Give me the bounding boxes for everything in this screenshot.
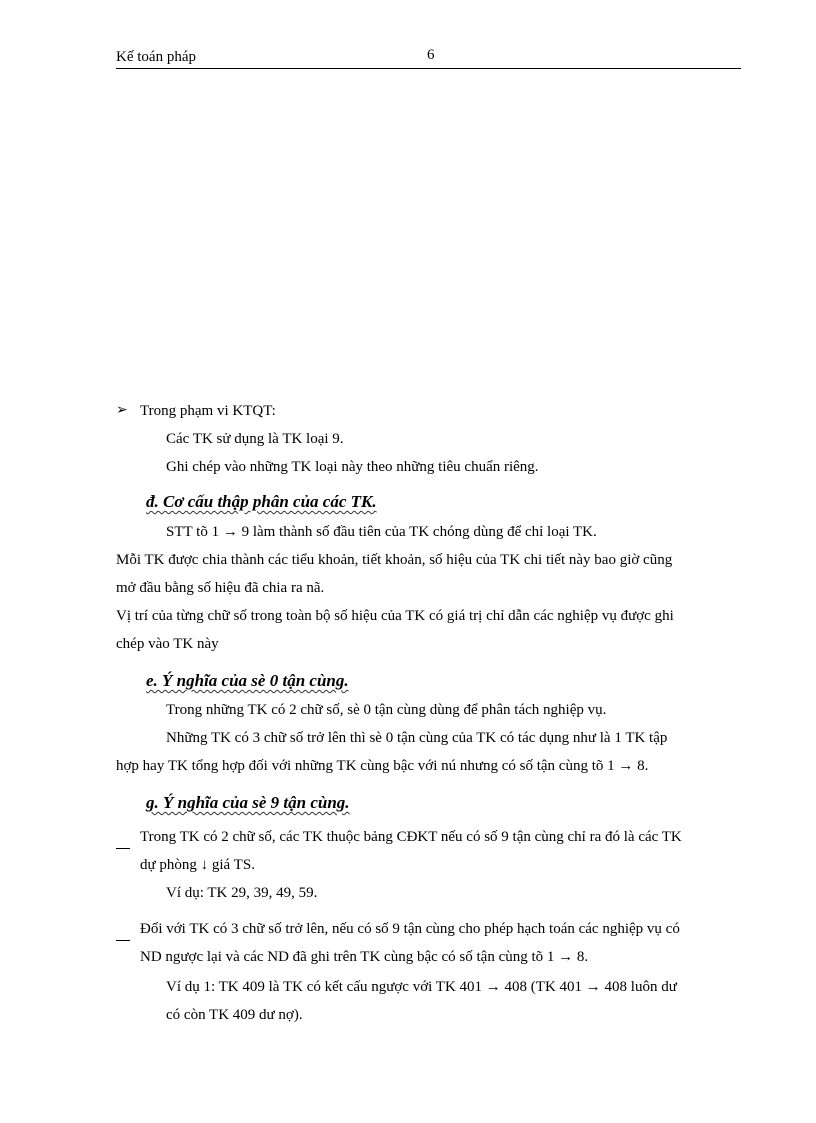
page-number: 6 [427,47,435,63]
section-e-heading: e. Ý nghĩa của sè 0 tận cùng. [146,671,349,690]
section-g-item-1a: Trong TK có 2 chữ số, các TK thuộc bảng CĐKT nếu có số 9 tận cùng chỉ ra đó là các TK [140,829,682,845]
section-g-item-2b: ND ngược lại và các ND đã ghi trên TK cùng bậc có số tận cùng tõ 1 → 8. [140,949,589,965]
arrow-bullet-icon: ➢ [116,403,128,418]
section-d-heading: đ. Cơ cấu thập phân của các TK. [146,492,377,511]
section-d-para-3a: Vị trí của từng chữ số trong toàn bộ số hiệu của TK có giá trị chỉ dẫn các nghiệp vụ được ghi [116,608,674,624]
section-d-para-1: STT tõ 1 → 9 làm thành số đầu tiên của TK chóng dùng để chỉ loại TK. [166,524,597,540]
section-g-heading: g. Ý nghĩa của sè 9 tận cùng. [146,793,350,812]
section-g-item-2a: Đối với TK có 3 chữ số trở lên, nếu có số 9 tận cùng cho phép hạch toán các nghiệp vụ có [140,921,680,937]
dash-bullet-2-icon [116,928,130,946]
ktqt-bullet-text: Trong phạm vi KTQT: [140,403,276,419]
section-g-item-2-example-b: có còn TK 409 dư nợ). [166,1007,303,1023]
header-title: Kế toán pháp [116,49,196,65]
section-e-para-2b: hợp hay TK tổng hợp đối với những TK cùng bậc với nú nhưng có số tận cùng tõ 1 → 8. [116,758,649,774]
ktqt-line-1: Các TK sử dụng là TK loại 9. [166,431,344,447]
section-e-para-2a: Những TK có 3 chữ số trở lên thì sè 0 tận cùng của TK có tác dụng như là 1 TK tập [166,730,668,746]
section-d-para-2a: Mỗi TK được chia thành các tiểu khoản, tiết khoản, số hiệu của TK chi tiết này bao giờ cũng [116,552,673,568]
section-g-item-2-example-a: Ví dụ 1: TK 409 là TK có kết cấu ngược với TK 401 → 408 (TK 401 → 408 luôn dư [166,979,677,995]
section-g-item-1-example: Ví dụ: TK 29, 39, 49, 59. [166,885,318,901]
section-d-para-2b: mở đầu bằng số hiệu đã chia ra nã. [116,580,325,596]
dash-bullet-1-icon [116,836,130,854]
ktqt-line-2: Ghi chép vào những TK loại này theo những tiêu chuẩn riêng. [166,459,539,475]
header-rule [116,68,741,69]
section-g-item-1b: dự phòng ↓ giá TS. [140,857,255,873]
section-e-para-1: Trong những TK có 2 chữ số, sè 0 tận cùng dùng để phân tách nghiệp vụ. [166,702,607,718]
section-d-para-3b: chép vào TK này [116,636,219,652]
